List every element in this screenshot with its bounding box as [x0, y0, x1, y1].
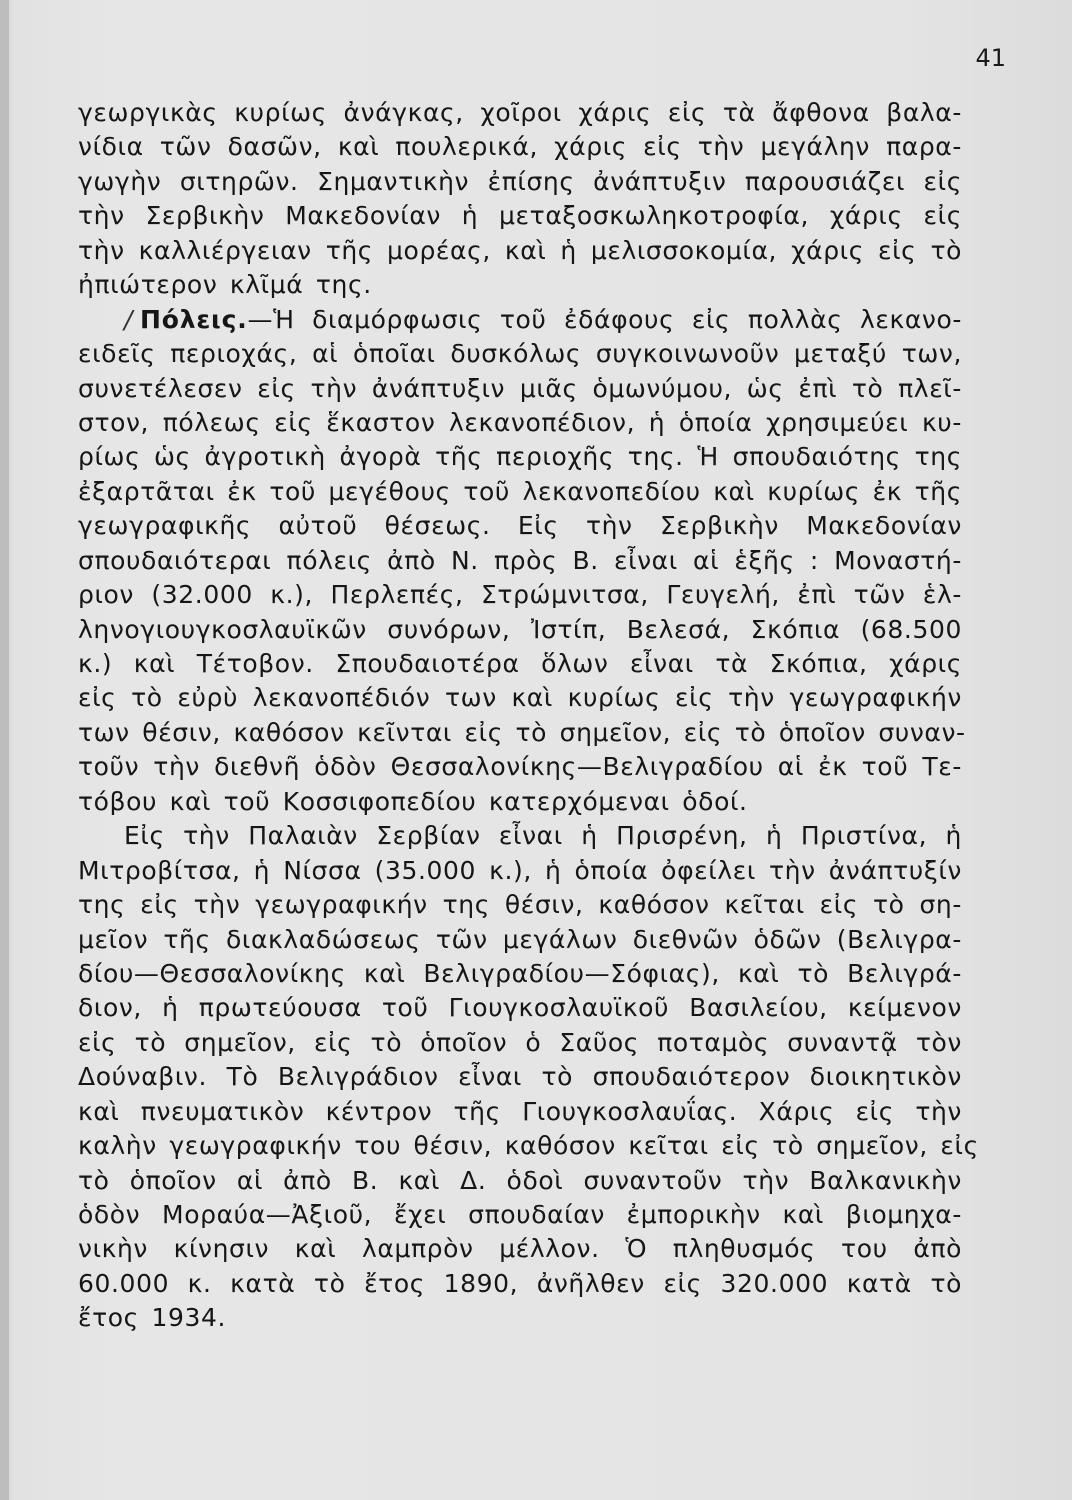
text-line: γεωργικὰς κυρίως ἀνάγκας, χοῖροι χάρις εἰς τὰ ἄφθονα βαλα-	[78, 98, 962, 127]
text-line: καλὴν γεωγραφικήν του θέσιν, καθόσον κεῖται εἰς τὸ σημεῖον, εἰς	[78, 1131, 979, 1161]
text-line: γεωγραφικῆς αὐτοῦ θέσεως. Εἰς τὴν Σερβικὴν Μακεδονίαν	[78, 511, 962, 541]
text-line: τὴν καλλιέργειαν τῆς μορέας, καὶ ἡ μελισσοκομία, χάρις εἰς τὸ	[78, 235, 962, 265]
paragraph-3	[78, 819, 979, 1336]
text-line: διον, ἡ πρωτεύουσα τοῦ Γιουγκοσλαυϊκοῦ Βασιλείου, κείμενον	[78, 993, 962, 1023]
text-line: καὶ πνευματικὸν κέντρον τῆς Γιουγκοσλαυΐας. Χάρις εἰς τὴν	[78, 1096, 962, 1126]
text-line: ριον (32.000 κ.), Περλεπές, Στρώμνιτσα, Γευγελή, ἐπὶ τῶν ἑλ-	[78, 580, 962, 610]
text-line: των θέσιν, καθόσον κεῖνται εἰς τὸ σημεῖον, εἰς τὸ ὁποῖον συναν-	[78, 717, 966, 747]
margin-mark: /	[124, 304, 134, 334]
paragraph-1	[78, 96, 962, 303]
text-line: κ.) καὶ Τέτοβον. Σπουδαιοτέρα ὅλων εἶναι τὰ Σκόπια, χάρις	[78, 649, 962, 678]
text-line: νικὴν κίνησιν καὶ λαμπρὸν μέλλον. Ὁ πληθυσμός του ἀπὸ	[78, 1234, 962, 1264]
text-line: δίου—Θεσσαλονίκης καὶ Βελιγραδίου—Σόφιας), καὶ τὸ Βελιγρά-	[78, 958, 962, 988]
scan-edge	[0, 0, 9, 1500]
text-line: Μιτροβίτσα, ἡ Νίσσα (35.000 κ.), ἡ ὁποία ὀφείλει τὴν ἀνάπτυξίν	[78, 855, 962, 885]
page-number: 41	[975, 44, 1006, 72]
text-line: ρίως ὡς ἀγροτικὴ ἀγορὰ τῆς περιοχῆς της. Ἡ σπουδαιότης της	[78, 442, 962, 472]
text-line: Δούναβιν. Τὸ Βελιγράδιον εἶναι τὸ σπουδαιότερον διοικητικὸν	[78, 1062, 962, 1092]
text-line: εἰς τὸ εὐρὺ λεκανοπέδιόν των καὶ κυρίως εἰς τὴν γεωγραφικήν	[78, 683, 962, 713]
text-line: Εἰς τὴν Παλαιὰν Σερβίαν εἶναι ἡ Πρισρένη, ἡ Πριστίνα, ἡ	[124, 821, 962, 851]
text-line: συνετέλεσεν εἰς τὴν ἀνάπτυξιν μιᾶς ὁμωνύμου, ὡς ἐπὶ τὸ πλεῖ-	[78, 373, 962, 403]
text-line: γωγὴν σιτηρῶν. Σημαντικὴν ἐπίσης ἀνάπτυξιν παρουσιάζει εἰς	[78, 166, 962, 196]
section-heading: Πόλεις.	[140, 304, 248, 334]
text-line: 60.000 κ. κατὰ τὸ ἔτος 1890, ἀνῆλθεν εἰς 320.000 κατὰ τὸ	[78, 1268, 962, 1298]
text-line: σπουδαιότεραι πόλεις ἀπὸ Ν. πρὸς Β. εἶναι αἱ ἑξῆς : Μοναστή-	[78, 545, 962, 575]
text-line: τοῦν τὴν διεθνῆ ὁδὸν Θεσσαλονίκης—Βελιγραδίου αἱ ἐκ τοῦ Τε-	[78, 752, 962, 782]
text-line: στον, πόλεως εἰς ἕκαστον λεκανοπέδιον, ἡ ὁποία χρησιμεύει κυ-	[78, 407, 962, 437]
paragraph-2	[78, 303, 966, 820]
text-line: ὁδὸν Μοραύα—Ἀξιοῦ, ἔχει σπουδαίαν ἐμπορικὴν καὶ βιομηχα-	[78, 1200, 962, 1229]
text-line: ειδεῖς περιοχάς, αἱ ὁποῖαι δυσκόλως συγκοινωνοῦν μεταξύ των,	[78, 339, 962, 369]
text-line: ἔτος 1934.	[78, 1303, 227, 1333]
text-line	[78, 303, 962, 337]
body-text	[78, 96, 979, 1336]
text-line-rest: —Ἡ διαμόρφωσις τοῦ ἐδάφους εἰς πολλὰς λεκανο-	[247, 304, 962, 334]
text-line: μεῖον τῆς διακλαδώσεως τῶν μεγάλων διεθνῶν ὁδῶν (Βελιγρα-	[78, 924, 962, 954]
text-line: εἰς τὸ σημεῖον, εἰς τὸ ὁποῖον ὁ Σαῦος ποταμὸς συναντᾷ τὸν	[78, 1027, 962, 1057]
text-line: τὸ ὁποῖον αἱ ἀπὸ Β. καὶ Δ. ὁδοὶ συναντοῦν τὴν Βαλκανικὴν	[78, 1165, 962, 1195]
text-line: ἠπιώτερον κλῖμά της.	[78, 270, 372, 300]
text-line: τὴν Σερβικὴν Μακεδονίαν ἡ μεταξοσκωληκοτροφία, χάρις εἰς	[78, 201, 962, 231]
text-line: ληνογιουγκοσλαυϊκῶν συνόρων, Ἰστίπ, Βελεσά, Σκόπια (68.500	[78, 614, 962, 644]
text-line: νίδια τῶν δασῶν, καὶ πουλερικά, χάρις εἰς τὴν μεγάλην παρα-	[78, 132, 962, 162]
text-line: τόβου καὶ τοῦ Κοσσιφοπεδίου κατερχόμεναι ὁδοί.	[78, 786, 748, 816]
text-line: της εἰς τὴν γεωγραφικήν της θέσιν, καθόσον κεῖται εἰς τὸ ση-	[78, 890, 962, 920]
text-line: ἐξαρτᾶται ἐκ τοῦ μεγέθους τοῦ λεκανοπεδίου καὶ κυρίως ἐκ τῆς	[78, 476, 962, 506]
